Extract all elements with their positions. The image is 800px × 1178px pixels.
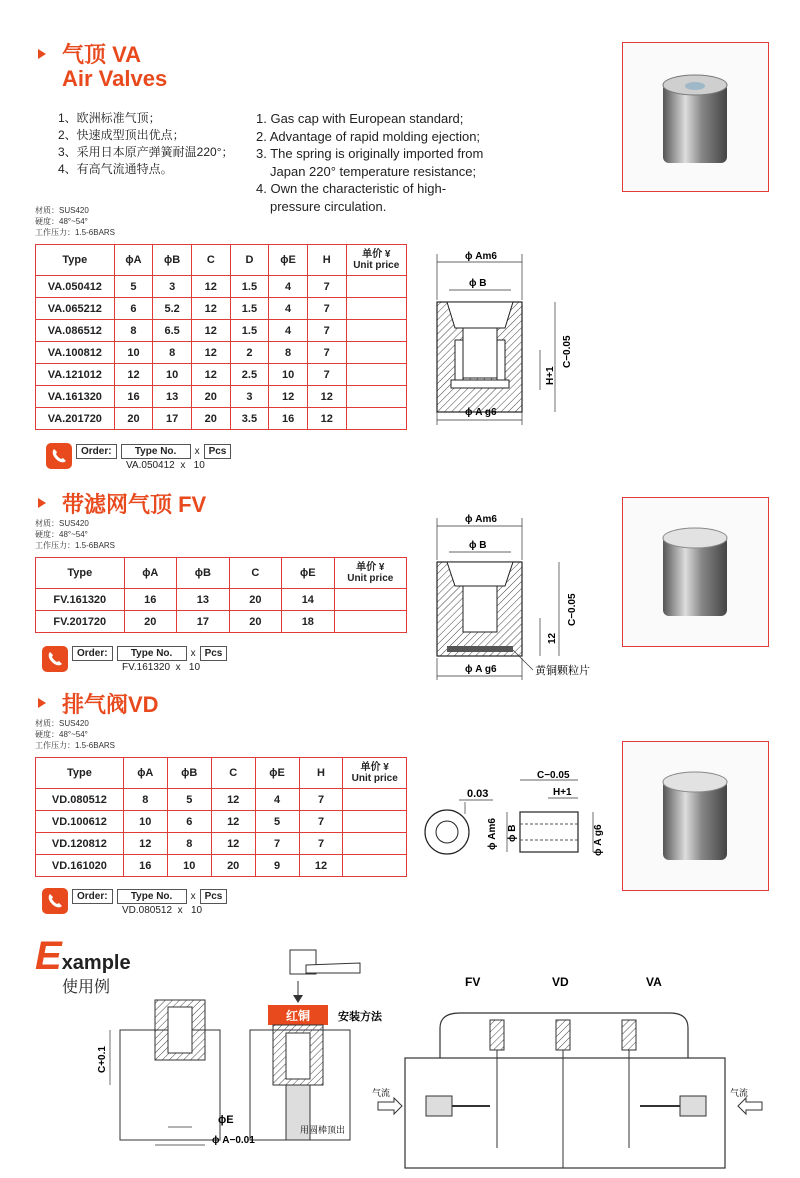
- table-row: [36, 811, 407, 833]
- value-cell: 8: [153, 342, 192, 364]
- va-material: 材质：SUS420: [35, 206, 89, 215]
- table-row: [36, 589, 407, 611]
- value-cell: 12: [307, 408, 346, 430]
- a-dim-label: ϕ A−0.01: [212, 1135, 255, 1146]
- vd-pressure: 工作压力：1.5-6BARS: [35, 741, 116, 750]
- col-header: C: [211, 758, 255, 789]
- feature-en-3b: Japan 220° temperature resistance;: [270, 163, 477, 179]
- bullet-triangle-icon: [38, 698, 46, 708]
- type-no-box: Type No.: [117, 646, 187, 661]
- value-cell: 7: [307, 364, 346, 386]
- value-cell: 12: [299, 855, 343, 877]
- col-header: C: [229, 558, 281, 589]
- example-subtitle: 使用例: [62, 979, 111, 996]
- dim-ag6: ϕ A g6: [593, 824, 604, 856]
- va-order-line: [76, 444, 231, 459]
- col-header: ϕA: [124, 558, 177, 589]
- type-cell: VD.161020: [36, 855, 124, 877]
- airflow-left: 气流: [372, 1088, 391, 1098]
- value-cell: 4: [255, 789, 299, 811]
- vd-order-line: [72, 889, 227, 904]
- value-cell: 12: [123, 833, 167, 855]
- unit-en: Unit price: [353, 260, 400, 271]
- value-cell: 12: [211, 811, 255, 833]
- value-cell: 7: [307, 298, 346, 320]
- value-cell: 12: [307, 386, 346, 408]
- usage-diagram: [370, 968, 780, 1173]
- type-cell: VA.086512: [36, 320, 115, 342]
- fv-pressure: 工作压力：1.5-6BARS: [35, 541, 116, 550]
- vd-callout: VD: [552, 975, 569, 989]
- product-image: [623, 498, 768, 646]
- value-cell: 4: [269, 320, 308, 342]
- vd-product-photo: [622, 741, 769, 891]
- value-cell: 20: [211, 855, 255, 877]
- bullet-triangle-icon: [38, 49, 46, 59]
- dim-h: H+1: [545, 366, 556, 385]
- dim-12: 12: [547, 632, 558, 644]
- value-cell: 6.5: [153, 320, 192, 342]
- unit-price-cell: [334, 611, 406, 633]
- fv-order-line: [72, 646, 227, 661]
- unit-price-cell: [346, 364, 406, 386]
- dim-c: C−0.05: [567, 593, 578, 626]
- value-cell: 20: [124, 611, 177, 633]
- value-cell: 8: [269, 342, 308, 364]
- value-cell: 7: [299, 833, 343, 855]
- value-cell: 12: [191, 298, 230, 320]
- order-label: Order:: [72, 889, 113, 904]
- value-cell: 3: [230, 386, 269, 408]
- dim-b: ϕ B: [469, 278, 487, 289]
- value-cell: 14: [282, 589, 335, 611]
- value-cell: 7: [255, 833, 299, 855]
- value-cell: 13: [177, 589, 230, 611]
- value-cell: 8: [114, 320, 153, 342]
- va-features-cn: [58, 110, 234, 178]
- pcs-box: Pcs: [200, 889, 228, 904]
- table-row: [36, 320, 407, 342]
- feature-en-2: 2. Advantage of rapid molding ejection;: [256, 128, 481, 144]
- col-header: ϕB: [177, 558, 230, 589]
- col-header: Type: [36, 758, 124, 789]
- feature-cn-1: 1、欧洲标准气顶；: [58, 111, 161, 125]
- vd-order-example: [122, 905, 202, 916]
- airflow-right: 气流: [730, 1088, 749, 1098]
- value-cell: 12: [191, 276, 230, 298]
- unit-price-cell: [343, 855, 407, 877]
- unit-price-cell: [334, 589, 406, 611]
- table-row: [36, 789, 407, 811]
- value-cell: 2.5: [230, 364, 269, 386]
- value-cell: 5: [114, 276, 153, 298]
- fv-callout: FV: [465, 975, 481, 989]
- table-row: [36, 408, 407, 430]
- order-x: x: [194, 446, 200, 457]
- type-cell: VA.065212: [36, 298, 115, 320]
- example-big-letter: E: [35, 934, 62, 978]
- va-drawing: [425, 240, 595, 430]
- value-cell: 12: [191, 342, 230, 364]
- dim-am6: ϕ Am6: [465, 251, 497, 262]
- example-title-rest: xample: [61, 952, 131, 974]
- value-cell: 12: [191, 320, 230, 342]
- value-cell: 10: [153, 364, 192, 386]
- va-title-cn: 气顶 VA: [62, 42, 142, 67]
- col-header: C: [191, 245, 230, 276]
- value-cell: 12: [211, 789, 255, 811]
- value-cell: 4: [269, 298, 308, 320]
- unit-cn: 单价 ¥: [360, 762, 389, 773]
- table-row: [36, 276, 407, 298]
- value-cell: 12: [211, 833, 255, 855]
- table-row: [36, 611, 407, 633]
- fv-order-example: [122, 662, 200, 673]
- type-cell: VD.080512: [36, 789, 124, 811]
- value-cell: 10: [167, 855, 211, 877]
- col-header: ϕA: [114, 245, 153, 276]
- va-hardness: 硬度：48°~54°: [35, 217, 88, 226]
- unit-en: Unit price: [351, 773, 398, 784]
- table-row: [36, 298, 407, 320]
- dim-c: C−0.05: [562, 335, 573, 368]
- c-dim-label: C+0.1: [97, 1046, 108, 1073]
- col-header: ϕA: [123, 758, 167, 789]
- col-header: ϕE: [282, 558, 335, 589]
- table-header-row: [36, 558, 407, 589]
- type-cell: VD.100612: [36, 811, 124, 833]
- value-cell: 7: [299, 811, 343, 833]
- dim-am6: ϕ Am6: [465, 514, 497, 525]
- dim-ag6: ϕ A g6: [465, 664, 497, 675]
- va-order-example: [126, 460, 205, 471]
- feature-cn-3: 3、采用日本原产弹簧耐温220°；: [58, 145, 234, 159]
- unit-price-cell: [346, 320, 406, 342]
- copper-label: 红铜: [286, 1009, 311, 1023]
- value-cell: 20: [191, 386, 230, 408]
- col-header: ϕE: [255, 758, 299, 789]
- fv-material: 材质：SUS420: [35, 519, 89, 528]
- feature-cn-4: 4、有高气流通特点。: [58, 162, 173, 176]
- table-row: [36, 342, 407, 364]
- unit-price-cell: [346, 408, 406, 430]
- order-qty: 10: [190, 905, 203, 916]
- value-cell: 10: [123, 811, 167, 833]
- order-label: Order:: [76, 444, 117, 459]
- col-header: H: [307, 245, 346, 276]
- vd-drawing: [415, 770, 615, 885]
- value-cell: 2: [230, 342, 269, 364]
- table-row: [36, 364, 407, 386]
- value-cell: 3: [153, 276, 192, 298]
- pcs-box: Pcs: [204, 444, 232, 459]
- col-header: H: [299, 758, 343, 789]
- phone-icon: [42, 646, 68, 672]
- col-header: Type: [36, 558, 125, 589]
- unit-price-cell: [346, 276, 406, 298]
- table-row: [36, 386, 407, 408]
- vd-hardness: 硬度：48°~54°: [35, 730, 88, 739]
- value-cell: 5: [255, 811, 299, 833]
- value-cell: 6: [114, 298, 153, 320]
- order-x: x: [177, 905, 183, 916]
- unit-price-cell: [343, 789, 407, 811]
- fv-title: 带滤网气顶 FV: [62, 492, 207, 517]
- type-cell: VA.121012: [36, 364, 115, 386]
- value-cell: 5: [167, 789, 211, 811]
- order-x: x: [190, 891, 196, 902]
- va-title-en: Air Valves: [62, 66, 168, 91]
- type-cell: VD.120812: [36, 833, 124, 855]
- e-dim-label: ϕE: [218, 1114, 234, 1126]
- value-cell: 9: [255, 855, 299, 877]
- dim-am6: ϕ Am6: [487, 818, 498, 850]
- va-callout: VA: [646, 975, 662, 989]
- va-spec-table: [35, 244, 407, 430]
- type-cell: VA.201720: [36, 408, 115, 430]
- value-cell: 7: [299, 789, 343, 811]
- unit-price-cell: [346, 298, 406, 320]
- value-cell: 16: [114, 386, 153, 408]
- value-cell: 18: [282, 611, 335, 633]
- pcs-box: Pcs: [200, 646, 228, 661]
- col-header: D: [230, 245, 269, 276]
- order-x: x: [190, 648, 196, 659]
- install-diagram: [97, 945, 400, 1170]
- order-qty: 10: [193, 460, 205, 471]
- dim-h: H+1: [553, 787, 572, 798]
- feature-en-4: 4. Own the characteristic of high-: [256, 181, 447, 196]
- value-cell: 5.2: [153, 298, 192, 320]
- unit-price-header: [343, 758, 407, 789]
- feature-en-4b: pressure circulation.: [270, 198, 387, 214]
- value-cell: 10: [269, 364, 308, 386]
- dim-b: ϕ B: [469, 540, 487, 551]
- type-cell: FV.201720: [36, 611, 125, 633]
- va-features-en: [256, 110, 483, 215]
- type-cell: FV.161320: [36, 589, 125, 611]
- value-cell: 4: [269, 276, 308, 298]
- type-no-box: Type No.: [117, 889, 187, 904]
- order-x: x: [180, 460, 186, 471]
- order-type: VD.080512: [122, 905, 173, 916]
- value-cell: 3.5: [230, 408, 269, 430]
- col-header: ϕB: [167, 758, 211, 789]
- feature-en-1: 1. Gas cap with European standard;: [256, 111, 464, 126]
- unit-price-cell: [346, 342, 406, 364]
- dim-c: C−0.05: [537, 770, 570, 781]
- bullet-triangle-icon: [38, 498, 46, 508]
- product-image: [623, 742, 768, 890]
- value-cell: 12: [114, 364, 153, 386]
- type-no-box: Type No.: [121, 444, 191, 459]
- value-cell: 20: [229, 589, 281, 611]
- value-cell: 16: [269, 408, 308, 430]
- table-header-row: [36, 245, 407, 276]
- type-cell: VA.050412: [36, 276, 115, 298]
- phone-icon: [46, 443, 72, 469]
- value-cell: 7: [307, 342, 346, 364]
- product-image: [623, 43, 768, 191]
- order-qty: 10: [188, 662, 201, 673]
- feature-en-3: 3. The spring is originally imported from: [256, 146, 484, 161]
- unit-cn: 单价 ¥: [356, 562, 385, 573]
- value-cell: 12: [191, 364, 230, 386]
- table-row: [36, 855, 407, 877]
- value-cell: 17: [153, 408, 192, 430]
- value-cell: 1.5: [230, 298, 269, 320]
- order-label: Order:: [72, 646, 113, 661]
- unit-price-cell: [346, 386, 406, 408]
- value-cell: 6: [167, 811, 211, 833]
- push-label: 用圆棒顶出: [300, 1125, 346, 1135]
- value-cell: 16: [124, 589, 177, 611]
- dim-b: ϕ B: [507, 824, 518, 842]
- va-material-block: [35, 205, 115, 238]
- vd-spec-table: [35, 757, 407, 877]
- fv-spec-table: [35, 557, 407, 633]
- value-cell: 12: [269, 386, 308, 408]
- order-x: x: [175, 662, 181, 673]
- value-cell: 7: [307, 320, 346, 342]
- fv-product-photo: [622, 497, 769, 647]
- brass-note: 黄铜颗粒片: [535, 665, 590, 677]
- value-cell: 1.5: [230, 320, 269, 342]
- value-cell: 20: [229, 611, 281, 633]
- order-type: VA.050412: [126, 460, 175, 471]
- fv-hardness: 硬度：48°~54°: [35, 530, 88, 539]
- unit-price-header: [334, 558, 406, 589]
- value-cell: 8: [123, 789, 167, 811]
- type-cell: VA.100812: [36, 342, 115, 364]
- unit-price-cell: [343, 833, 407, 855]
- value-cell: 8: [167, 833, 211, 855]
- value-cell: 10: [114, 342, 153, 364]
- dim-ag6: ϕ A g6: [465, 407, 497, 418]
- install-label: 安装方法: [338, 1011, 382, 1023]
- table-header-row: [36, 758, 407, 789]
- unit-en: Unit price: [347, 573, 394, 584]
- fv-drawing: [425, 508, 625, 688]
- va-pressure: 工作压力：1.5-6BARS: [35, 228, 116, 237]
- col-header: ϕE: [269, 245, 308, 276]
- col-header: Type: [36, 245, 115, 276]
- vd-title: 排气阀VD: [62, 692, 159, 717]
- value-cell: 7: [307, 276, 346, 298]
- value-cell: 16: [123, 855, 167, 877]
- va-product-photo: [622, 42, 769, 192]
- phone-icon: [42, 888, 68, 914]
- feature-cn-2: 2、快速成型顶出优点；: [58, 128, 185, 142]
- dim-003: 0.03: [467, 788, 489, 800]
- unit-price-cell: [343, 811, 407, 833]
- vd-material-block: [35, 718, 115, 751]
- col-header: ϕB: [153, 245, 192, 276]
- value-cell: 20: [114, 408, 153, 430]
- type-cell: VA.161320: [36, 386, 115, 408]
- value-cell: 20: [191, 408, 230, 430]
- value-cell: 17: [177, 611, 230, 633]
- fv-material-block: [35, 518, 115, 551]
- vd-material: 材质：SUS420: [35, 719, 89, 728]
- table-row: [36, 833, 407, 855]
- unit-price-header: [346, 245, 406, 276]
- order-type: FV.161320: [122, 662, 171, 673]
- unit-cn: 单价 ¥: [362, 249, 391, 260]
- value-cell: 1.5: [230, 276, 269, 298]
- value-cell: 13: [153, 386, 192, 408]
